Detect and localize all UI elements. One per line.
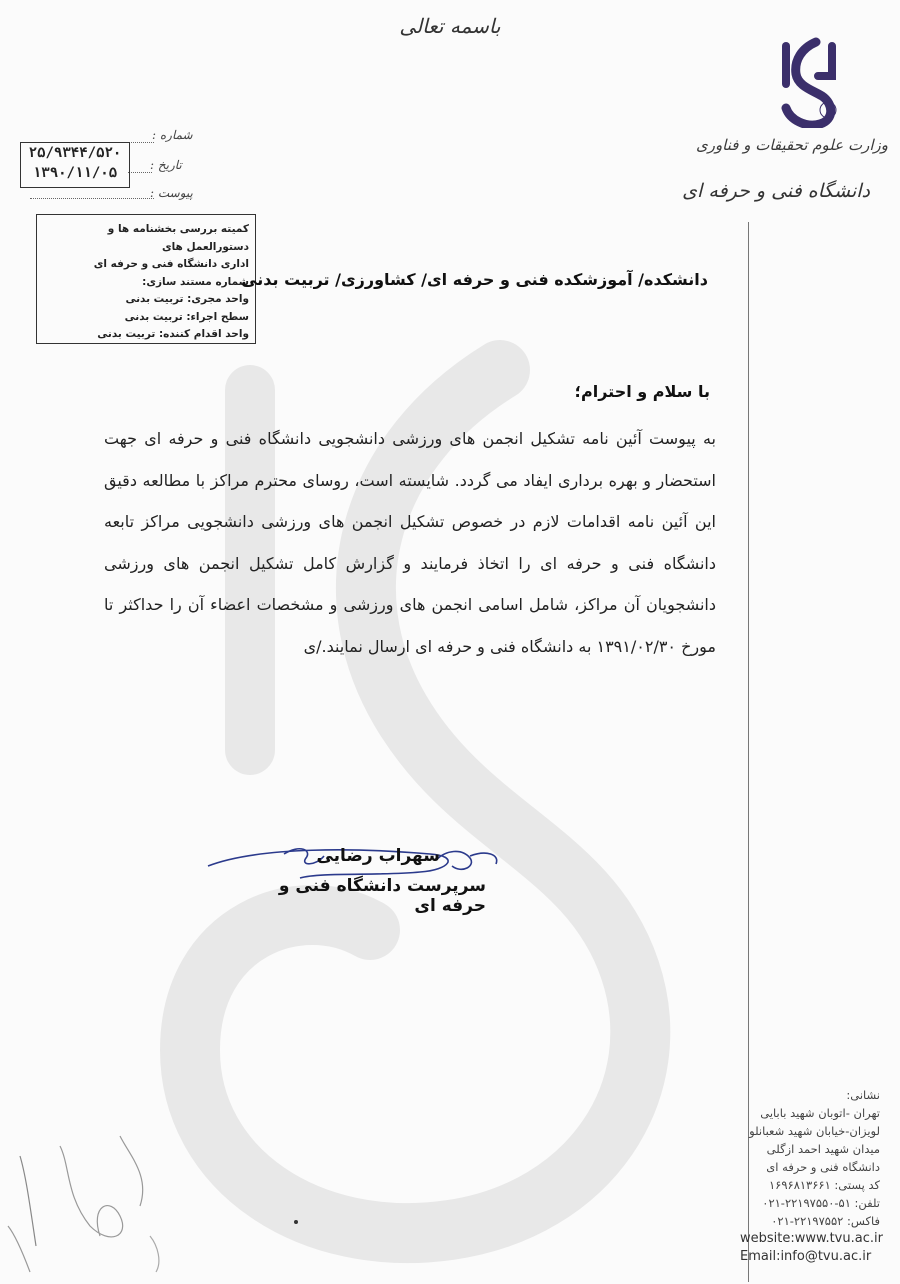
university-name: دانشگاه فنی و حرفه ای xyxy=(682,180,870,202)
signatory-name: سهراب رضایی xyxy=(316,846,440,866)
address-line: دانشگاه فنی و حرفه ای xyxy=(766,1160,880,1174)
attachment-label: پیوست : xyxy=(150,186,193,200)
stamp-line: کمیته بررسی بخشنامه ها و دستورالعمل های xyxy=(107,223,249,253)
address-line: تهران -اتوبان شهید بابایی xyxy=(760,1106,880,1120)
signatory-title: سرپرست دانشگاه فنی و حرفه ای xyxy=(278,876,486,916)
address-line: میدان شهید احمد ازگلی xyxy=(766,1142,880,1156)
university-logo xyxy=(772,36,852,128)
stamp-line: واحد مجری: تربیت بدنی xyxy=(125,293,249,305)
attachment-dotline xyxy=(30,198,154,199)
email-link[interactable]: Email:info@tvu.ac.ir xyxy=(740,1249,872,1264)
date-label: تاریخ : xyxy=(150,158,182,172)
addressee: دانشکده/ آموزشکده فنی و حرفه ای/ کشاورزی/ تربیت بدنی xyxy=(241,270,708,289)
stamp-line: اداری دانشگاه فنی و حرفه ای xyxy=(93,258,249,270)
date-dotline xyxy=(128,172,152,173)
letter-body: به پیوست آئین نامه تشکیل انجمن های ورزشی دانشجویی دانشگاه فنی و حرفه ای جهت استحضار و بهره برداری ایفاد می گردد. شایسته است، روسای محترم مراکز با مطالعه دقیق این آئین نامه اقدامات لازم در خصوص تشکیل انجمن های ورزشی دانشجویی مراکز تابعه دانشگاه فنی و حرفه ای را اتخاذ فرمایند و گزارش کامل تشکیل انجمن های ورزشی دانشجویان آن مراکز، شامل اسامی انجمن های ورزشی و مشخصات اعضاء آن را حداکثر تا مورخ ۱۳۹۱/۰۲/۳۰ به دانشگاه فنی و حرفه ای ارسال نمایند./ی xyxy=(104,429,716,656)
stamp-line: واحد اقدام کننده: تربیت بدنی xyxy=(97,328,249,340)
stamp-line: شماره مستند سازی: xyxy=(142,275,249,288)
fax-number: فاکس: ۲۲۱۹۷۵۵۲-۰۲۱ xyxy=(771,1214,880,1228)
stamp-line: سطح اجراء: تربیت بدنی xyxy=(124,310,249,323)
address-line: لویزان-خیابان شهید شعبانلو xyxy=(749,1124,880,1138)
bismillah-heading: باسمه تعالی xyxy=(399,14,501,38)
letter-date: ۱۳۹۰/۱۱/۰۵ xyxy=(32,165,118,181)
ministry-name: وزارت علوم تحقیقات و فناوری xyxy=(695,136,888,154)
postal-code: کد پستی: ۱۶۹۶۸۱۳۶۶۱ xyxy=(769,1178,880,1192)
stray-dot xyxy=(294,1220,298,1224)
address-label: نشانی: xyxy=(846,1088,880,1102)
phone-number: تلفن: ۵۱-۲۲۱۹۷۵۵۰-۰۲۱ xyxy=(762,1196,880,1210)
website-link[interactable]: website:www.tvu.ac.ir xyxy=(740,1231,883,1246)
handwritten-note xyxy=(0,1116,180,1276)
number-date-box xyxy=(20,142,130,188)
number-label: شماره : xyxy=(152,128,193,142)
number-dotline xyxy=(128,142,154,143)
letter-number: ۲۵/۹۳۴۴/۵۲۰ xyxy=(28,145,122,161)
contact-footer xyxy=(740,1086,883,1266)
greeting: با سلام و احترام؛ xyxy=(574,382,710,401)
